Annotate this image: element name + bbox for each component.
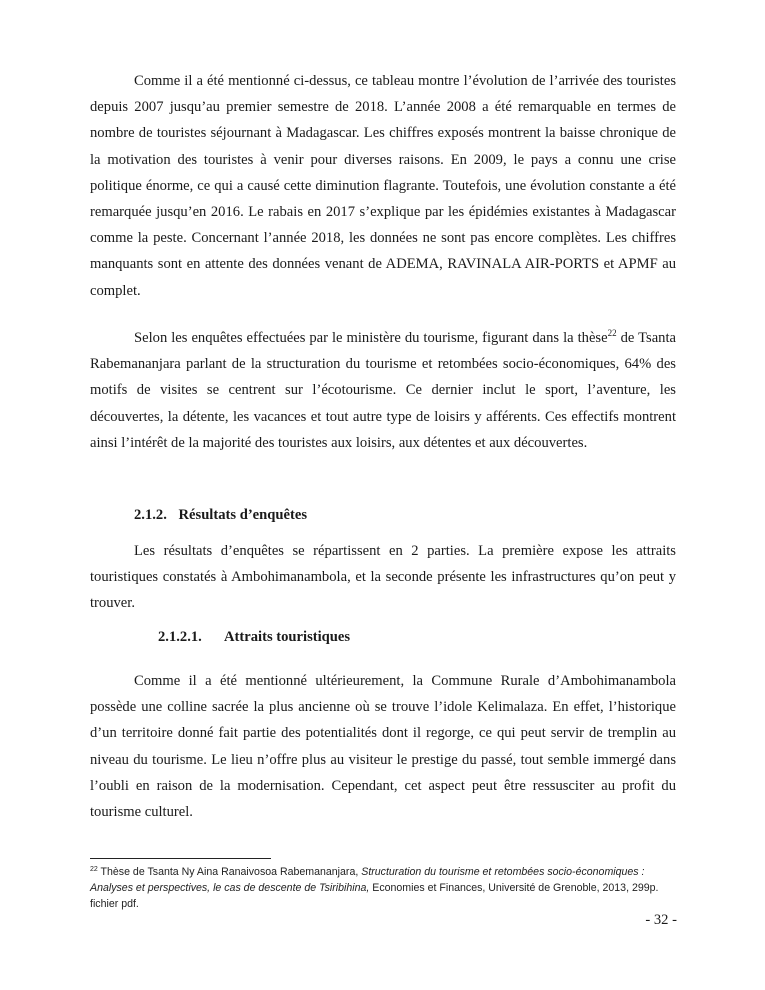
paragraph-text: Selon les enquêtes effectuées par le ministère du tourisme, figurant dans la thèse [134, 330, 608, 346]
paragraph-survey-parts: Les résultats d’enquêtes se répartissent en 2 parties. La première expose les attraits touristiques constatés à Ambohimanambola, et la seconde présente les infrastructures qu’on peut y trouver. [90, 543, 676, 612]
footnote-suffix: Economies et Finances, Université de Grenoble, 2013, 299p. fichier pdf. [90, 882, 659, 910]
section-heading-survey-results [134, 507, 307, 524]
footnote-marker: 22 [90, 866, 98, 873]
section-title: Résultats d’enquêtes [178, 507, 308, 523]
footnote-prefix: Thèse de Tsanta Ny Aina Ranaivosoa Rabemananjara, [97, 866, 362, 878]
footnote-title: Structuration du tourisme et retombées socio-économiques : Analyses et perspectives, le cas de descente de Tsiribihina, [90, 866, 645, 894]
subsection-heading-attractions [158, 629, 350, 646]
section-number: 2.1.2. [134, 507, 167, 523]
footnote [90, 864, 676, 912]
page-number: - 32 - [645, 912, 677, 928]
paragraph-sacred-hill: Comme il a été mentionné ultérieurement, la Commune Rurale d’Ambohimanambola possède une colline sacrée la plus ancienne où se trouve l’idole Kelimalaza. En effet, l’historique d’un territoire donné fait partie des potentialités dont il regorge, ce qui peut servir de tremplin au niveau du tourisme. Le lieu n’offre plus au visiteur le prestige du passé, tout semble immergé dans l’oubli en raison de la modernisation. Cependant, cet aspect peut être ressusciter au profit du tourisme culturel. [90, 673, 676, 821]
footnote-reference[interactable]: 22 [607, 328, 617, 338]
footnote-separator [90, 858, 271, 859]
paragraph-survey-motives [90, 325, 676, 456]
subsection-title: Attraits touristiques [224, 629, 351, 645]
paragraph-text: de Tsanta Rabemananjara parlant de la structuration du tourisme et retombées socio-économiques, 64% des motifs de visites se centrent sur l’écotourisme. Ce dernier inclut le sport, l’aventure, les découvertes, la détente, les vacances et tout autre type de loisirs y afférents. Ces effectifs montrent ainsi l’intérêt de la majorité des touristes aux loisirs, aux détentes et aux découvertes. [90, 330, 676, 451]
paragraph-tourist-arrivals: Comme il a été mentionné ci-dessus, ce tableau montre l’évolution de l’arrivée des touristes depuis 2007 jusqu’au premier semestre de 2018. L’année 2008 a été remarquable en termes de nombre de touristes séjournant à Madagascar. Les chiffres exposés montrent la baisse chronique de la motivation des touristes à venir pour diverses raisons. En 2009, le pays a connu une crise politique énorme, ce qui a causé cette diminution flagrante. Toutefois, une évolution constante a été remarquée jusqu’en 2016. Le rabais en 2017 s’explique par les épidémies existantes à Madagascar comme la peste. Concernant l’année 2018, les données ne sont pas encore complètes. Les chiffres manquants sont en attente des données venant de ADEMA, RAVINALA AIR-PORTS et APMF au complet. [90, 73, 676, 299]
subsection-number: 2.1.2.1. [158, 629, 202, 645]
